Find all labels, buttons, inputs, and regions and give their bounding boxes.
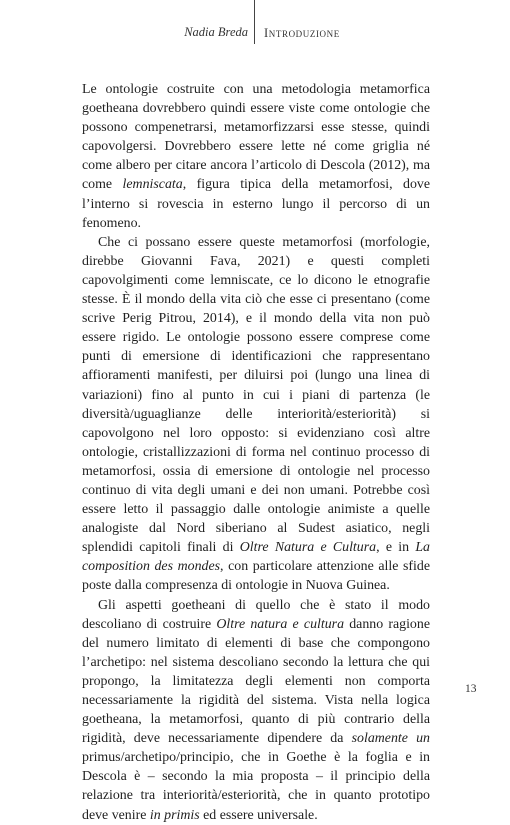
book-title: La composition des mondes — [82, 540, 430, 575]
emphasis: in primis — [149, 807, 200, 823]
text-run: , con particolare attenzione alle sfide poste dalla compresenza di ontologie in Nuova Guinea. — [82, 559, 430, 594]
book-title: Oltre Natura e Cultura — [239, 540, 377, 556]
text-run: Gli aspetti goetheani di quello che è stato il modo descoliano di costruire — [82, 597, 430, 632]
text-run: primus/archetipo/principio, che in Goethe è la foglia e in Descola è – secondo la mia proposta – il principio della relazione tra interiorità/esteriorità, che in quanto prototipo deve venire — [82, 750, 430, 823]
text-run: Che ci possano essere queste metamorfosi (morfologie, direbbe Giovanni Fava, 2021) e questi completi capovolgimenti come lemniscate, ce lo dicono le etnografie stesse. È il mondo della vita ciò che esse ci presentano (come scrive Perig Pitrou, 2014), e il mondo della vita non può essere rigido. Le ontologie possono essere comprese come punti di emersione di identificazioni che rappresentano affioramenti manifesti, per diluirsi poi (lungo una linea di variazioni) fino al punto in cui i piani di partenza (le diversità/uguaglianze delle interiorità/esteriorità) si capovolgono nel loro opposto: si evidenziano così altre ontologie, cristallizzazioni di forma nel continuo processo di metamorfosi, ossia di emersione di ontologie nel processo continuo di vita degli umani e dei non umani. Potrebbe così essere letto il passaggio dalle ontologie animiste a quelle analogiste dal Nord siberiano al Sudest asiatico, negli splendidi capitoli finali di — [82, 234, 430, 556]
header-author: Nadia Breda — [184, 25, 248, 39]
paragraph-2 — [82, 233, 430, 596]
emphasis: solamente un — [351, 731, 431, 747]
paragraph-3 — [82, 596, 430, 825]
running-header — [0, 0, 510, 46]
text-run: Le ontologie costruite con una metodologia metamorfica goetheana dovrebbero quindi essere viste come ontologie che possono compenetrarsi, metamorfizzarsi esse stesse, quindi capovolgersi. Dovrebbero essere lette né come griglia né come albero per citare ancora l’articolo di Descola (2012), ma come — [82, 82, 430, 193]
text-run: danno ragione del numero limitato di elementi di base che compongono l’archetipo: nel sistema descoliano secondo la lettura che qui propongo, la limitatezza degli elementi non comporta necessariamente la rigidità del sistema. Vista nella logica goetheana, la metamorfosi, quanto di più contrario della rigidità, deve necessariamente dipendere da — [82, 616, 430, 747]
text-run: , figura tipica della metamorfosi, dove l’interno si rovescia in esterno lungo il percorso di un fenomeno. — [82, 177, 430, 231]
header-section-title: Introduzione — [264, 26, 340, 40]
book-title: Oltre natura e cultura — [216, 616, 345, 632]
page-number: 13 — [465, 683, 477, 695]
header-divider — [254, 0, 255, 44]
italic-term: lemniscata — [122, 177, 183, 193]
text-run: ed essere universale. — [199, 807, 318, 823]
body-text — [82, 80, 430, 825]
paragraph-1 — [82, 80, 430, 233]
text-run: , e in — [376, 540, 416, 556]
